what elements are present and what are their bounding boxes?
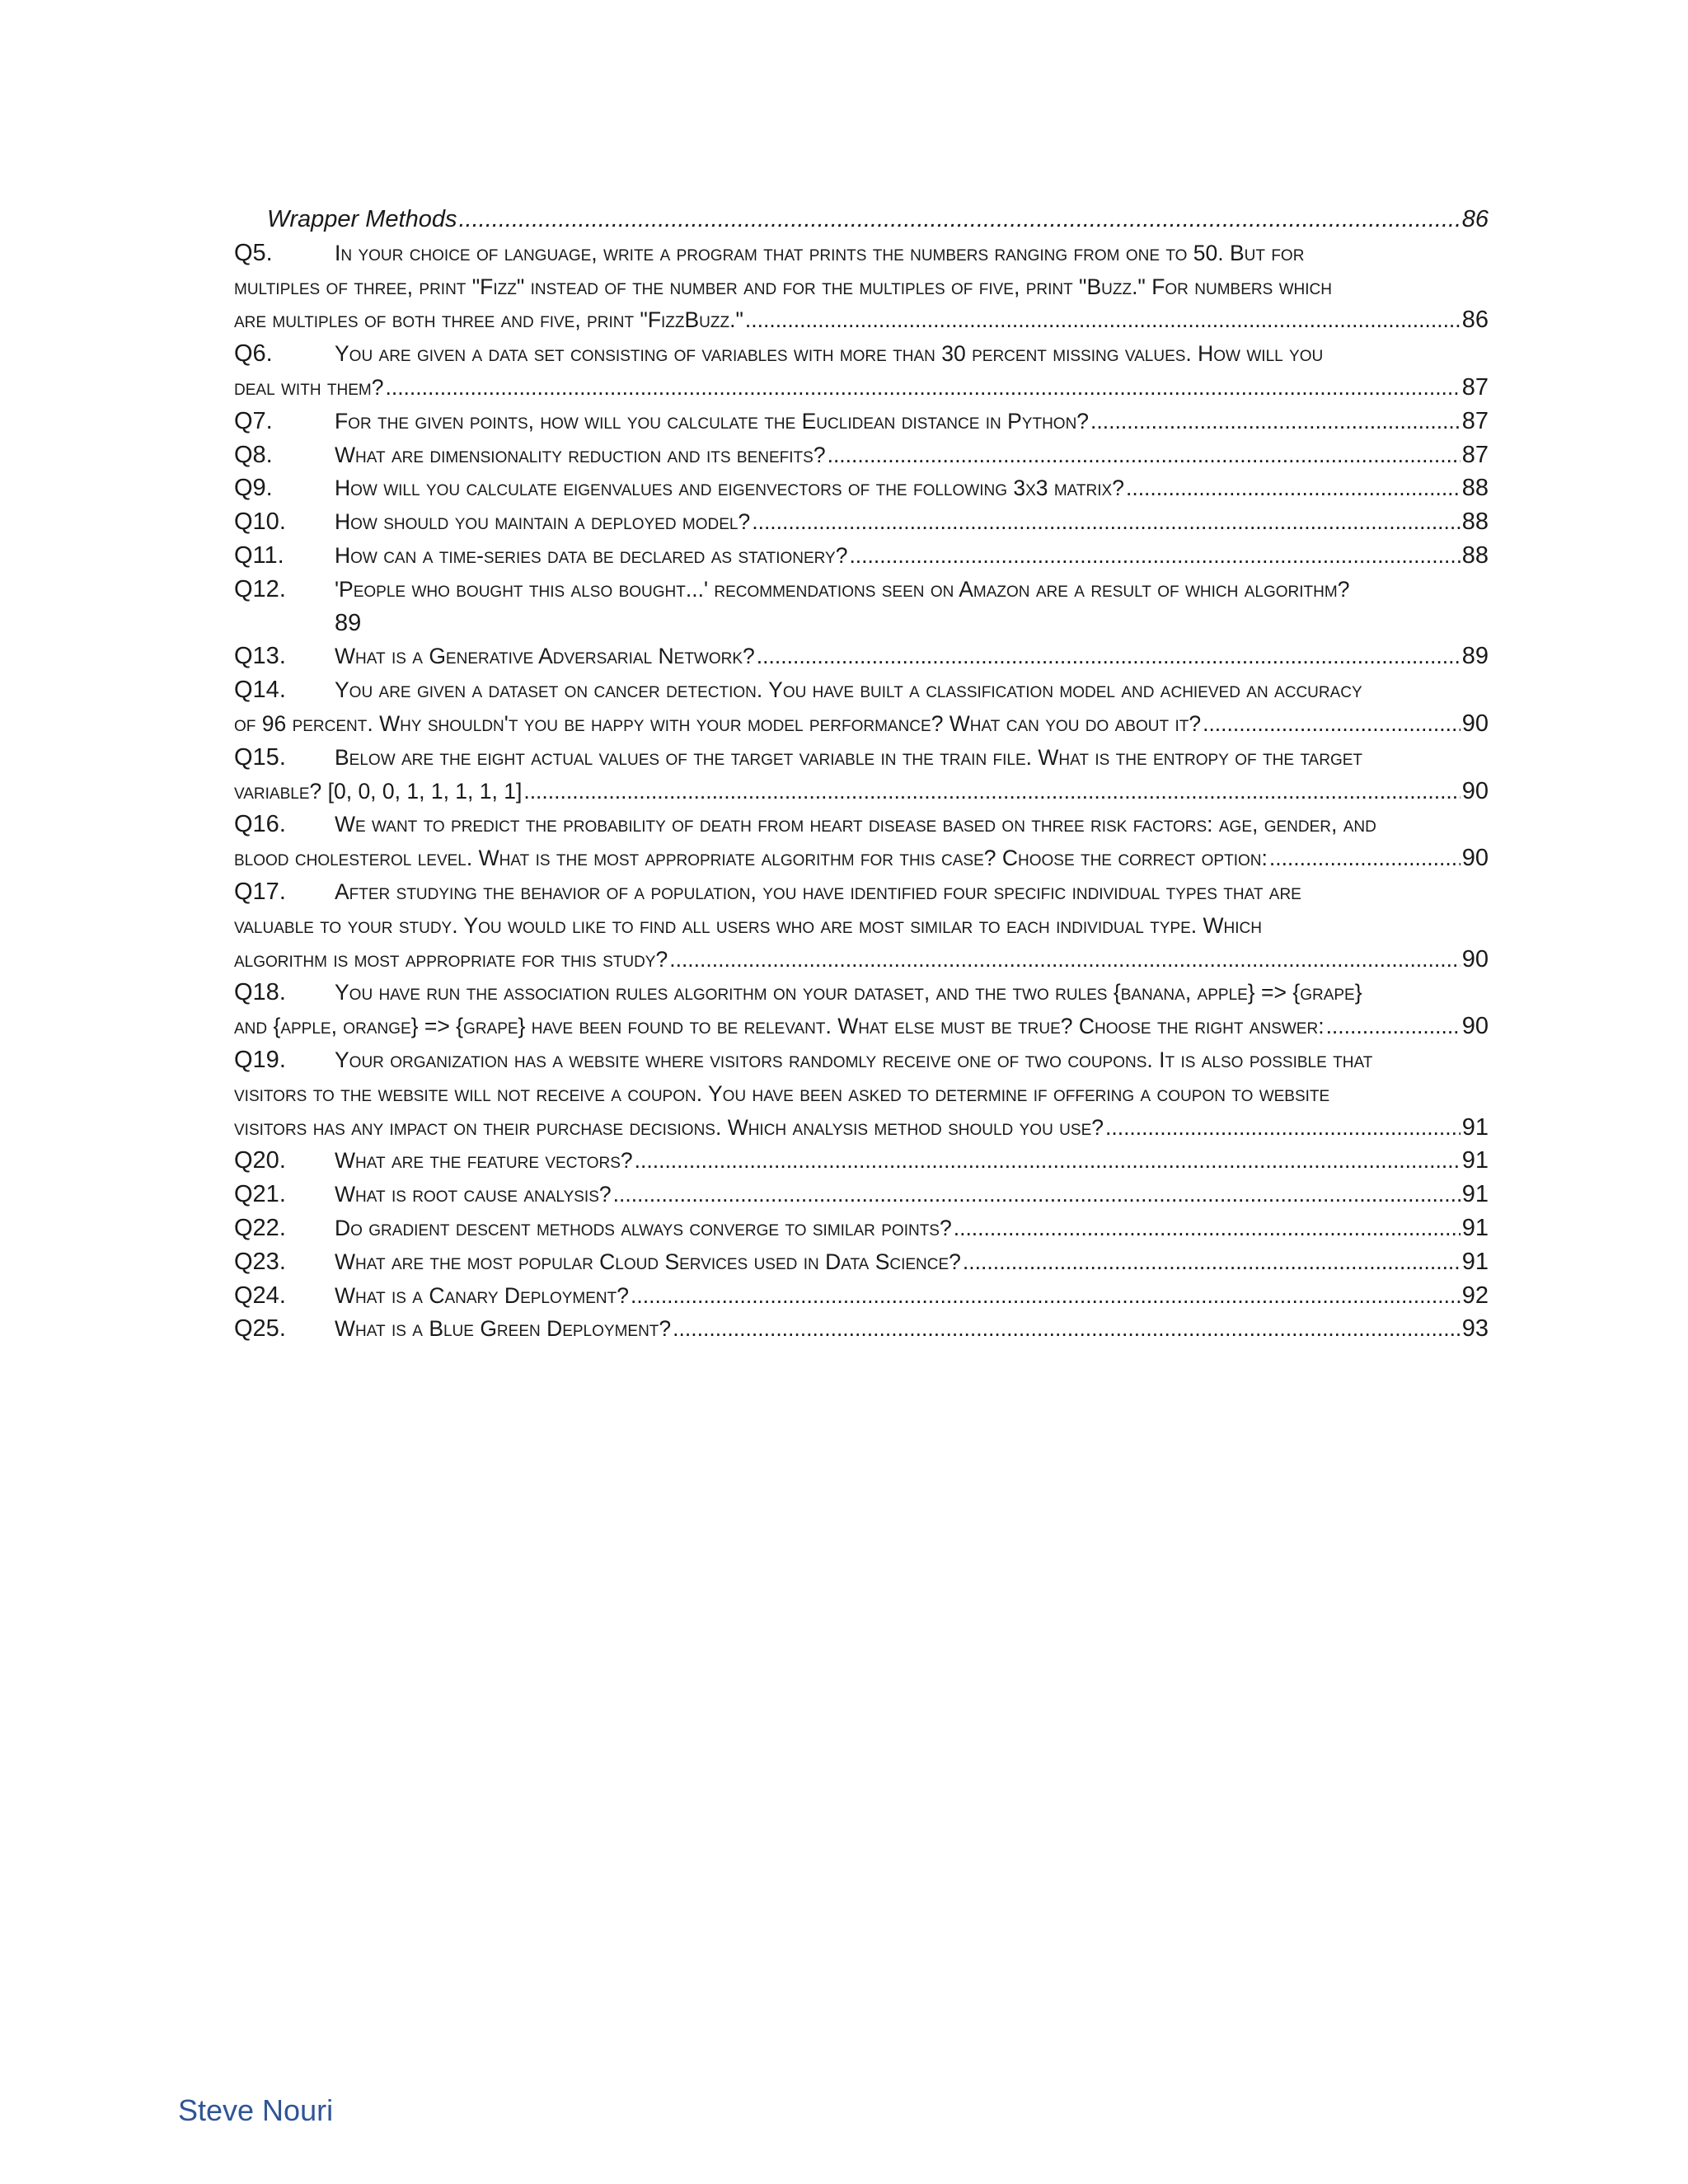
toc-page-number: 90 <box>1461 1013 1489 1040</box>
toc-page-number: 91 <box>1461 1113 1489 1141</box>
toc-entry-text: are multiples of both three and five, print "FizzBuzz." <box>234 307 743 333</box>
toc-entry-text: deal with them? <box>234 374 384 400</box>
toc-page-number: 87 <box>1461 407 1489 434</box>
dot-leader <box>1105 1111 1461 1145</box>
toc-entry-text: How should you maintain a deployed model? <box>335 509 751 535</box>
toc-entry-text: How can a time-series data be declared as stationery? <box>335 542 848 568</box>
toc-entry-q20[interactable] <box>234 1144 1489 1178</box>
question-number: Q7. <box>234 407 273 434</box>
toc-page-number: 88 <box>1461 541 1489 569</box>
question-number: Q10. <box>234 509 286 536</box>
dot-leader <box>757 640 1461 673</box>
toc-page-number: 86 <box>1461 307 1489 334</box>
question-number: Q23. <box>234 1248 286 1275</box>
toc-page-number: 90 <box>1461 945 1489 972</box>
dot-leader <box>1203 707 1461 741</box>
toc-entry-q17[interactable] <box>234 875 1489 976</box>
toc-entry-text: What is a Blue Green Deployment? <box>335 1316 672 1342</box>
dot-leader <box>745 303 1461 337</box>
toc-entry-q21[interactable] <box>234 1178 1489 1212</box>
toc-page-number: 87 <box>1461 441 1489 468</box>
toc-entry-text: What is a Generative Adversarial Network? <box>335 644 755 669</box>
toc-page-number: 91 <box>1461 1147 1489 1174</box>
toc-entry-text: visitors to the website will not receive a coupon. You have been asked to determine if offering a coupon to website <box>234 1080 1330 1106</box>
toc-entry-text: multiples of three, print "Fizz" instead of the number and for the multiples of five, print "Buzz." For numbers which <box>234 274 1332 299</box>
dot-leader <box>849 539 1460 573</box>
toc-page-number: 90 <box>1461 710 1489 737</box>
toc-entry-q25[interactable] <box>234 1312 1489 1346</box>
dot-leader <box>669 943 1461 977</box>
question-number: Q22. <box>234 1214 286 1241</box>
toc-entry-text: You are given a data set consisting of variables with more than 30 percent missing values. How will you <box>335 341 1324 367</box>
dot-leader <box>1090 405 1461 438</box>
toc-entry-q23[interactable] <box>234 1245 1489 1279</box>
dot-leader <box>635 1144 1461 1178</box>
dot-leader <box>613 1178 1461 1212</box>
dot-leader <box>673 1312 1461 1346</box>
question-number: Q18. <box>234 979 286 1006</box>
dot-leader <box>1269 841 1461 875</box>
toc-entry-text: visitors has any impact on their purchase decisions. Which analysis method should you use? <box>234 1114 1104 1140</box>
toc-entry-text: You have run the association rules algorithm on your dataset, and the two rules {banana, apple} => {grape} <box>335 980 1362 1005</box>
toc-entry-text: What are the most popular Cloud Services used in Data Science? <box>335 1249 961 1274</box>
toc-entry-text: 'People who bought this also bought...' recommendations seen on Amazon are a result of which algorithm? <box>335 576 1350 602</box>
toc-entry-text: You are given a dataset on cancer detection. You have built a classification model and achieved an accuracy <box>335 677 1362 703</box>
question-number: Q5. <box>234 239 273 266</box>
dot-leader <box>631 1279 1461 1313</box>
toc-page-number: 93 <box>1461 1315 1489 1343</box>
question-number: Q14. <box>234 677 286 704</box>
toc-page-number: 90 <box>1461 777 1489 804</box>
toc-entry-text: For the given points, how will you calculate the Euclidean distance in Python? <box>335 408 1090 434</box>
toc-entry-text: After studying the behavior of a population, you have identified four specific individual types that are <box>335 879 1301 904</box>
toc-entry-wrapper-methods[interactable] <box>234 203 1489 237</box>
dot-leader <box>385 371 1460 405</box>
dot-leader <box>459 203 1461 237</box>
toc-page-number: 91 <box>1461 1181 1489 1208</box>
toc-entry-q13[interactable] <box>234 640 1489 673</box>
toc-entry-q5[interactable] <box>234 237 1489 337</box>
toc-page-number: 91 <box>1461 1248 1489 1275</box>
question-number: Q21. <box>234 1181 286 1208</box>
toc-page-number: 88 <box>1461 475 1489 502</box>
question-number: Q11. <box>234 541 284 569</box>
question-number: Q6. <box>234 340 273 368</box>
toc-entry-text: and {apple, orange} => {grape} have been found to be relevant. What else must be true? Choose the right answer: <box>234 1014 1325 1039</box>
dot-leader <box>954 1212 1461 1245</box>
question-number: Q17. <box>234 878 286 905</box>
question-number: Q16. <box>234 811 286 838</box>
question-number: Q9. <box>234 475 273 502</box>
table-of-contents <box>234 203 1489 1346</box>
toc-entry-text: What is a Canary Deployment? <box>335 1282 629 1308</box>
toc-page-number: 87 <box>1461 373 1489 401</box>
toc-entry-text: What is root cause analysis? <box>335 1182 612 1207</box>
toc-entry-q10[interactable] <box>234 505 1489 539</box>
toc-entry-q6[interactable] <box>234 337 1489 405</box>
toc-page-number: 92 <box>1461 1282 1489 1309</box>
toc-entry-text: blood cholesterol level. What is the most appropriate algorithm for this case? Choose the correct option: <box>234 846 1268 871</box>
toc-entry-q24[interactable] <box>234 1279 1489 1313</box>
toc-entry-q11[interactable] <box>234 539 1489 573</box>
toc-page-number: 90 <box>1461 845 1489 872</box>
toc-entry-q14[interactable] <box>234 673 1489 741</box>
toc-entry-text: What are dimensionality reduction and its benefits? <box>335 442 826 467</box>
toc-entry-text: algorithm is most appropriate for this study? <box>234 946 668 972</box>
toc-page-number: 86 <box>1461 206 1489 232</box>
dot-leader <box>828 438 1461 472</box>
toc-entry-q16[interactable] <box>234 808 1489 875</box>
toc-entry-q15[interactable] <box>234 741 1489 808</box>
question-number: Q19. <box>234 1046 286 1073</box>
toc-entry-q7[interactable] <box>234 405 1489 438</box>
toc-entry-text: variable? [0, 0, 0, 1, 1, 1, 1, 1] <box>234 778 523 804</box>
toc-entry-q9[interactable] <box>234 471 1489 505</box>
toc-entry-q8[interactable] <box>234 438 1489 472</box>
toc-entry-text: valuable to your study. You would like to find all users who are most similar to each individual type. Which <box>234 912 1262 938</box>
toc-entry-q19[interactable] <box>234 1043 1489 1144</box>
question-number: Q20. <box>234 1147 286 1174</box>
toc-page-number: 91 <box>1461 1214 1489 1241</box>
toc-entry-title: Wrapper Methods <box>267 206 457 232</box>
question-number: Q13. <box>234 643 286 670</box>
toc-entry-text: Below are the eight actual values of the target variable in the train file. What is the entropy of the target <box>335 744 1363 770</box>
dot-leader <box>752 505 1461 539</box>
question-number: Q24. <box>234 1282 286 1309</box>
question-number: Q8. <box>234 441 273 468</box>
toc-entry-text: We want to predict the probability of death from heart disease based on three risk factors: age, gender, and <box>335 812 1376 837</box>
dot-leader <box>1126 471 1461 505</box>
toc-page-number: 88 <box>1461 509 1489 536</box>
toc-entry-text: In your choice of language, write a program that prints the numbers ranging from one to 50. But for <box>335 240 1305 265</box>
question-number: Q15. <box>234 743 286 771</box>
toc-entry-text: What are the feature vectors? <box>335 1148 633 1174</box>
toc-entry-q18[interactable] <box>234 976 1489 1043</box>
dot-leader <box>963 1245 1461 1279</box>
toc-entry-q22[interactable] <box>234 1212 1489 1245</box>
toc-entry-text: How will you calculate eigenvalues and eigenvectors of the following 3x3 matrix? <box>335 476 1124 501</box>
toc-entry-q12[interactable] <box>234 573 1489 640</box>
dot-leader <box>1326 1010 1461 1043</box>
toc-page-number: 89 <box>1461 643 1489 670</box>
question-number: Q12. <box>234 575 286 602</box>
toc-page-number: 89 <box>335 609 362 636</box>
toc-entry-text: Do gradient descent methods always converge to similar points? <box>335 1215 952 1240</box>
toc-entry-text: of 96 percent. Why shouldn't you be happy with your model performance? What can you do about it? <box>234 710 1202 736</box>
footer-author: Steve Nouri <box>178 2093 334 2127</box>
toc-entry-text: Your organization has a website where visitors randomly receive one of two coupons. It is also possible that <box>335 1047 1373 1072</box>
question-number: Q25. <box>234 1315 286 1343</box>
dot-leader <box>523 775 1460 808</box>
